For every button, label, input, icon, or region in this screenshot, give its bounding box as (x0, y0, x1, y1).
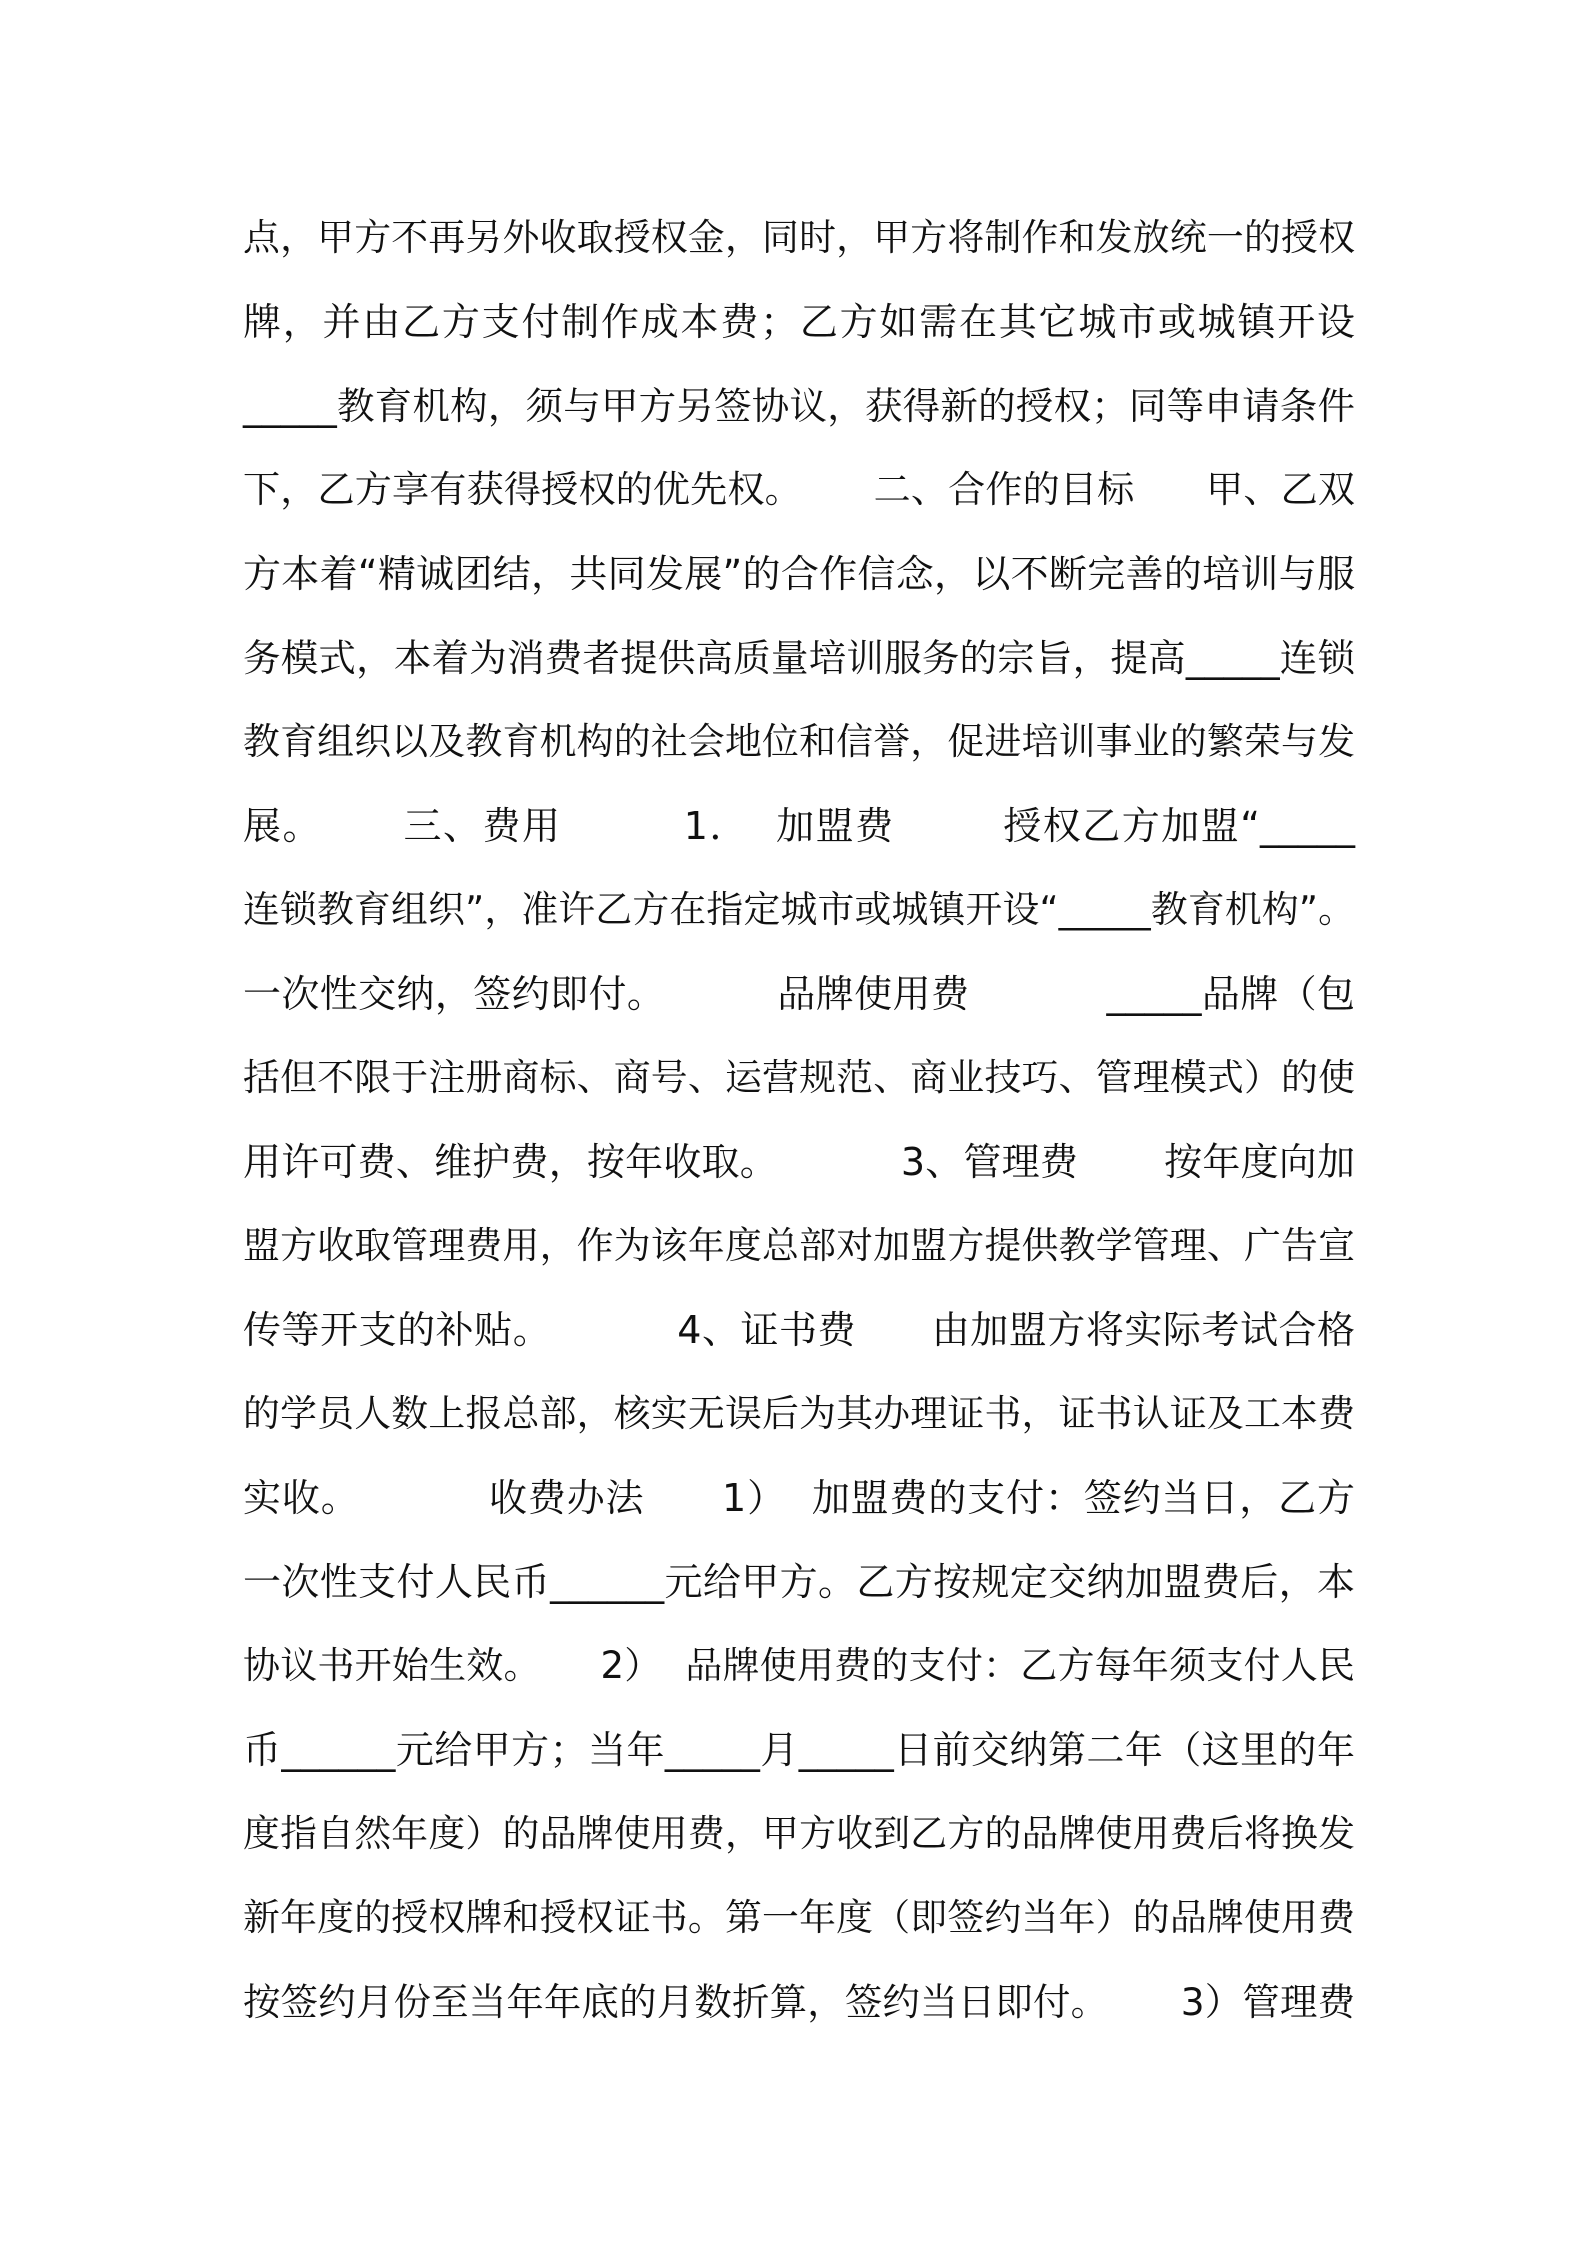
text-line: 盟方收取管理费用，作为该年度总部对加盟方提供教学管理、广告宣 (243, 1224, 1355, 1267)
text-line: 下，乙方享有获得授权的优先权。 二、合作的目标 甲、乙双 (243, 468, 1355, 511)
body-paragraph (243, 196, 1355, 2044)
text-line: 连锁教育组织”，准许乙方在指定城市或城镇开设“_____教育机构”。 (243, 888, 1355, 931)
text-line: 一次性支付人民币______元给甲方。乙方按规定交纳加盟费后，本 (243, 1560, 1355, 1604)
text-line: 一次性交纳，签约即付。 品牌使用费 _____品牌（包 (243, 972, 1355, 1016)
text-line: 的学员人数上报总部，核实无误后为其办理证书，证书认证及工本费 (243, 1392, 1355, 1435)
text-line: 展。 三、费用 1． 加盟费 授权乙方加盟“_____ (243, 804, 1355, 848)
text-line: 协议书开始生效。 2） 品牌使用费的支付：乙方每年须支付人民 (243, 1644, 1355, 1687)
text-line: 传等开支的补贴。 4、证书费 由加盟方将实际考试合格 (243, 1308, 1355, 1352)
text-line: 括但不限于注册商标、商号、运营规范、商业技巧、管理模式）的使 (243, 1056, 1355, 1099)
text-line: _____教育机构，须与甲方另签协议，获得新的授权；同等申请条件 (243, 384, 1355, 428)
text-line: 牌，并由乙方支付制作成本费；乙方如需在其它城市或城镇开设 (243, 300, 1355, 344)
text-line: 方本着“精诚团结，共同发展”的合作信念，以不断完善的培训与服 (243, 552, 1355, 596)
text-line: 实收。 收费办法 1） 加盟费的支付：签约当日，乙方 (243, 1476, 1355, 1520)
text-line: 用许可费、维护费，按年收取。 3、管理费 按年度向加 (243, 1140, 1355, 1184)
text-line: 度指自然年度）的品牌使用费，甲方收到乙方的品牌使用费后将换发 (243, 1812, 1355, 1855)
text-line: 务模式，本着为消费者提供高质量培训服务的宗旨，提高_____连锁 (243, 636, 1355, 680)
text-line: 币______元给甲方；当年_____月_____日前交纳第二年（这里的年 (243, 1728, 1355, 1772)
text-line: 按签约月份至当年年底的月数折算，签约当日即付。 3）管理费 (243, 1980, 1355, 2024)
text-line: 新年度的授权牌和授权证书。第一年度（即签约当年）的品牌使用费 (243, 1896, 1355, 1939)
text-line: 教育组织以及教育机构的社会地位和信誉，促进培训事业的繁荣与发 (243, 720, 1355, 763)
text-line: 点，甲方不再另外收取授权金，同时，甲方将制作和发放统一的授权 (243, 216, 1355, 259)
